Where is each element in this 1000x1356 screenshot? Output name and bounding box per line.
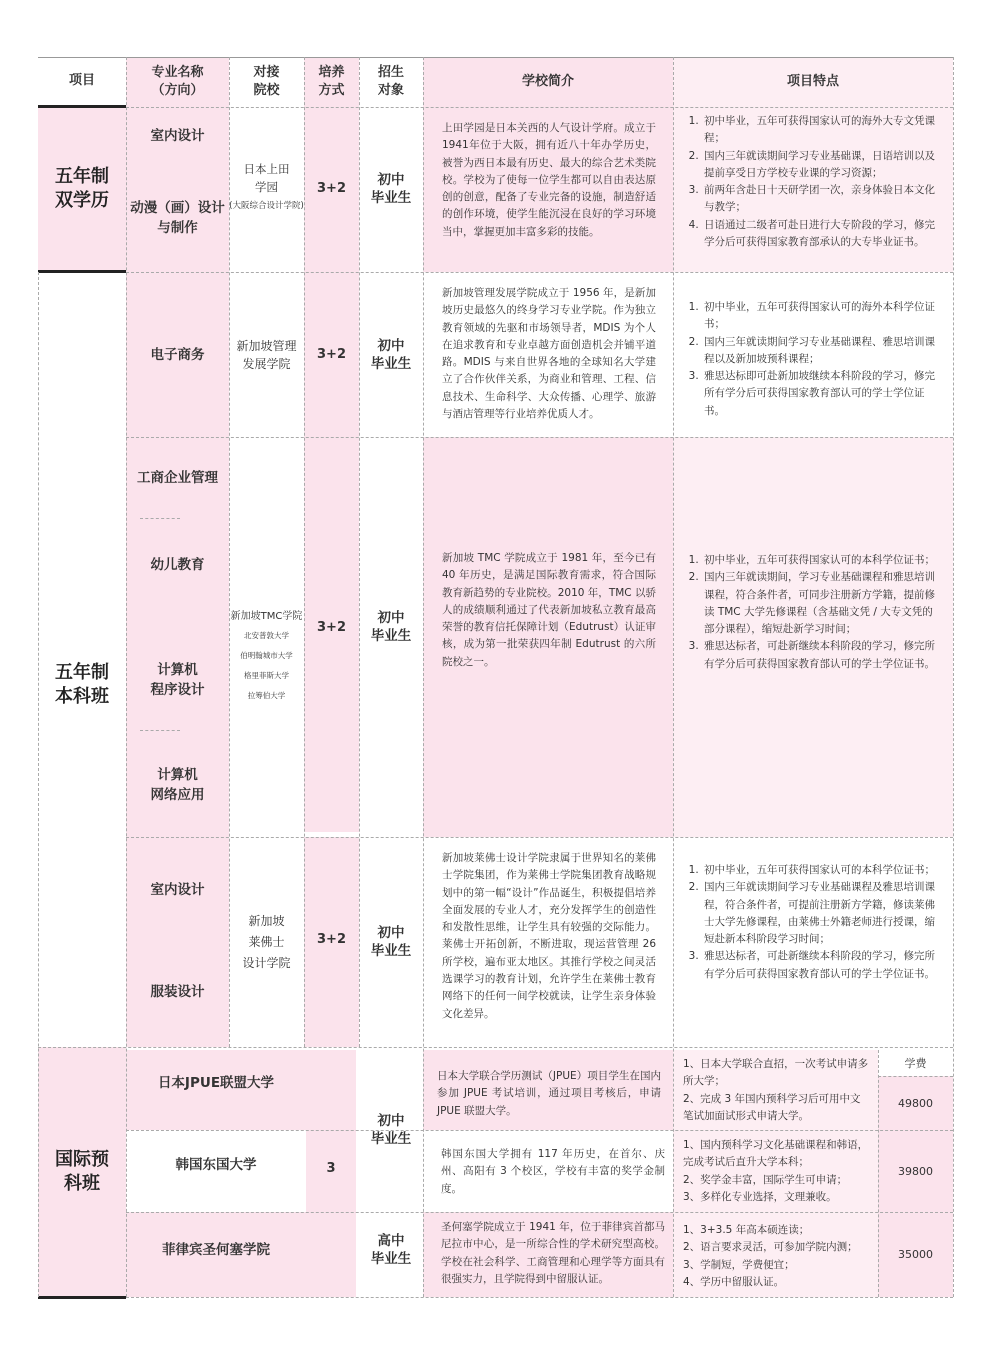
header-major: 专业名称 （方向）	[151, 65, 204, 98]
features-sanjose	[683, 1222, 869, 1291]
feature-item: 2、奖学金丰富，国际学生可申请；	[683, 1173, 848, 1186]
major-ecommerce: 电子商务	[150, 346, 205, 363]
grid-line	[126, 107, 953, 108]
features-jpue	[683, 1056, 869, 1125]
school-sub: 北安普敦大学	[244, 631, 289, 640]
school-sub: 格里菲斯大学	[244, 671, 289, 680]
grid-vline	[673, 57, 674, 1297]
grid-tick	[140, 518, 180, 519]
major-programming: 计算机 程序设计	[150, 662, 205, 698]
grid-vline	[423, 57, 424, 1297]
intro-sanjose: 圣何塞学院成立于 1941 年，位于菲律宾首都马尼拉市中心，是一所综合性的学术研究型高校。学校在社会科学、工商管理和心理学等方面具有很强实力，且学院得到中留服认证。	[441, 1221, 665, 1285]
intl-mode-value: 3	[326, 1161, 336, 1176]
fee-sanjose: 35000	[898, 1248, 933, 1261]
category-five-year-bachelor: 五年制 本科班	[55, 662, 109, 707]
school-raffles: 新加坡 莱佛士 设计学院	[242, 913, 291, 970]
intro-tmc: 新加坡 TMC 学院成立于 1981 年，至今已有 40 年历史，是满足国际教育需求，符合国际教育新趋势的专业院校。2010 年，TMC 以骄人的成绩顺利通过了代表新加坡私立教育最高荣誉的教育信托保障计划（Edutrust）认证审核，成为第一批荣获四年制 Edutrust 的六所院校之一。	[442, 552, 656, 668]
bottom-rule	[38, 1296, 126, 1299]
mode-value: 3+2	[317, 347, 346, 362]
grid-line	[126, 437, 953, 438]
school-sub: 拉筹伯大学	[247, 691, 286, 700]
feature-item: 2、语言要求灵活，可参加学院内测；	[683, 1241, 858, 1254]
feature-item: 2. 国内三年就读期间，学习专业基础课程和雅思培训课程，符合条件者，可同步注册新方学籍，提前修读 TMC 大学先修课程（含基础文凭 / 大专文凭的部分课程），缩短赴新学习时间；	[702, 569, 938, 638]
target-value: 初中 毕业生	[370, 925, 412, 959]
grid-tick	[140, 730, 180, 731]
feature-item: 3. 雅思达标者，可赴新继续本科阶段的学习，修完所有学分后可获得国家教育部认可的学士学位证书。	[702, 638, 938, 673]
feature-item: 1. 初中毕业，五年可获得国家认可的本科学位证书；	[702, 862, 938, 879]
intro-raffles: 新加坡莱佛士设计学院隶属于世界知名的莱佛士学院集团，作为莱佛士学院集团教育战略规划中的第一幅“设计”作品诞生，积极提倡培养全面发展的专业人才，充分发挥学生的创造性和发散性思维，让学生具有较强的交际能力。莱佛士开拓创新，不断进取，现运营管理 26 所学校，遍布亚太地区。其推行学校之间灵活选课学习的教育计划，允许学生在莱佛士教育网络下的任何一间学校就读，让学生亲身体验文化差异。	[442, 852, 656, 1020]
intro-ueda: 上田学园是日本关西的人气设计学府。成立于1941年位于大阪，拥有近八十年办学历史，被誉为西日本最有历史、最大的综合艺术类院校。学校为了使每一位学生都可以自由表达原创的创意，配备了专业完备的设施，制造舒适的创作环境，使学生能沉浸在良好的学习环境当中，掌握更加丰富多彩的技能。	[442, 122, 656, 238]
intro-mdis: 新加坡管理发展学院成立于 1956 年，是新加坡历史最悠久的终身学习专业学院。作为独立教育领域的先驱和市场领导者，MDIS 为个人在追求教育和专业卓越方面创造机会并铺平道路。MDIS 与来自世界各地的全球知名大学建立了合作伙伴关系，为商业和管理、工程、信息技术、生命科学、大众传播、心理学、旅游与酒店管理等行业培养优质人才。	[442, 287, 656, 421]
school-name: 新加坡TMC学院	[230, 611, 303, 622]
feature-item: 3. 雅思达标者，可赴新继续本科阶段的学习，修完所有学分后可获得国家教育部认可的学士学位证书。	[702, 948, 938, 983]
intl-target-junior: 初中 毕业生	[370, 1113, 412, 1147]
school-name: 日本上田 学园	[243, 162, 290, 194]
intl-name-dongguk: 韩国东国大学	[175, 1157, 257, 1173]
grid-line	[38, 1047, 953, 1048]
school-ueda	[229, 160, 304, 230]
feature-item: 4. 日语通过二级者可赴日进行大专阶段的学习，修完学分后可获得国家教育部承认的大专毕业证书。	[702, 217, 938, 252]
feature-item: 3. 前两年含赴日十天研学团一次，亲身体验日本文化与教学；	[702, 182, 938, 217]
fee-header: 学费	[904, 1057, 927, 1070]
target-value: 初中 毕业生	[370, 337, 412, 372]
grid-line	[126, 1297, 953, 1298]
intl-target-senior: 高中 毕业生	[370, 1232, 412, 1267]
category-five-year-dual: 五年制 双学历	[55, 165, 109, 211]
major-business-mgmt: 工商企业管理	[137, 470, 218, 486]
target-value: 初中 毕业生	[370, 610, 412, 644]
feature-item: 2. 国内三年就读期间学习专业基础课，日语培训以及提前享受日方学校专业课的学习资源；	[702, 148, 938, 183]
major-networking: 计算机 网络应用	[150, 767, 205, 803]
feature-item: 3、学制短，学费便宜；	[683, 1258, 795, 1271]
major-early-education: 幼儿教育	[150, 557, 205, 573]
target-value: 初中 毕业生	[370, 171, 412, 206]
features-tmc	[688, 552, 938, 673]
intl-name-sanjose: 菲律宾圣何塞学院	[162, 1241, 270, 1258]
features-ueda	[688, 113, 938, 251]
feature-item: 4、学历中留服认证。	[683, 1275, 785, 1288]
feature-item: 1. 初中毕业，五年可获得国家认可的本科学位证书；	[702, 552, 938, 569]
feature-item: 1. 初中毕业，五年可获得国家认可的海外大专文凭课程；	[702, 113, 938, 148]
feature-item: 3. 雅思达标即可赴新加坡继续本科阶段的学习，修完所有学分后可获得国家教育部认可的学士学位证书。	[702, 368, 938, 420]
major-interior-design: 室内设计	[150, 882, 205, 898]
features-dongguk	[683, 1137, 869, 1206]
school-sub: 伯明翰城市大学	[240, 651, 293, 660]
feature-item: 1、国内预科学习文化基础课程和韩语，完成考试后直升大学本科；	[683, 1139, 869, 1169]
header-intro: 学校简介	[521, 74, 574, 89]
header-target: 招生 对象	[377, 65, 404, 98]
mode-value: 3+2	[317, 619, 346, 635]
feature-item: 2、完成 3 年国内预科学习后可用中文笔试加面试形式申请大学。	[683, 1092, 861, 1122]
intro-jpue: 日本大学联合学历测试（JPUE）项目学生在国内参加 JPUE 考试培训，通过项目考核后，申请 JPUE 联盟大学。	[437, 1070, 661, 1117]
feature-item: 1、3+3.5 年高本硕连读；	[683, 1224, 810, 1236]
grid-vline	[953, 57, 954, 1297]
features-mdis	[688, 299, 938, 420]
feature-item: 3、多样化专业选择，文理兼收。	[683, 1190, 837, 1203]
header-mode: 培养 方式	[318, 65, 345, 98]
school-mdis: 新加坡管理 发展学院	[236, 338, 297, 371]
mode-value: 3+2	[317, 181, 346, 196]
feature-item: 2. 国内三年就读期间学习专业基础课程及雅思培训课程，符合条件者，可提前注册新方学籍，修读莱佛士大学先修课程，由莱佛士外籍老师进行授课，缩短赴新本科阶段学习时间；	[702, 879, 938, 948]
feature-item: 1. 初中毕业，五年可获得国家认可的海外本科学位证书；	[702, 299, 938, 334]
feature-item: 2. 国内三年就读期间学习专业基础课程、雅思培训课程以及新加坡预科课程；	[702, 334, 938, 369]
mode-value: 3+2	[317, 932, 346, 947]
header-partner: 对接 院校	[253, 65, 280, 98]
school-tmc	[229, 608, 304, 706]
intl-name-jpue: 日本JPUE联盟大学	[157, 1074, 275, 1091]
header-project: 项目	[68, 73, 95, 88]
feature-item: 1、日本大学联合直招，一次考试申请多所大学；	[683, 1058, 869, 1088]
major-animation-design: 动漫（画）设计 与制作	[130, 199, 225, 236]
major-interior-design: 室内设计	[150, 128, 205, 144]
features-raffles	[688, 862, 938, 983]
category-international-prep: 国际预 科班	[55, 1148, 109, 1194]
major-fashion-design: 服装设计	[150, 984, 205, 1000]
fee-dongguk: 39800	[898, 1164, 933, 1178]
fee-jpue: 49800	[898, 1096, 933, 1110]
intro-dongguk: 韩国东国大学拥有 117 年历史，在首尔、庆州、高阳有 3 个校区，学校有丰富的奖学金制度。	[441, 1148, 665, 1195]
school-sub: (大阪综合设计学院)	[229, 201, 304, 211]
header-features: 项目特点	[786, 74, 839, 89]
